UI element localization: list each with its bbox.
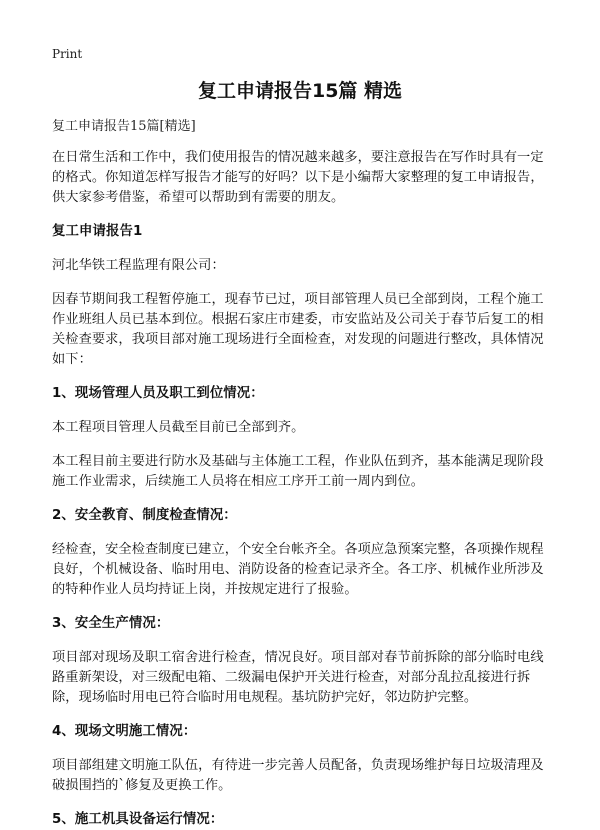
print-label[interactable]: Print (52, 47, 83, 61)
document-title: 复工申请报告15篇 精选 (197, 80, 403, 102)
section-heading-5: 5、施工机具设备运行情况： (52, 812, 224, 827)
section-3-paragraph-1: 项目部对现场及职工宿舍进行检查，情况良好。项目部对春节前拆除的部分临时电线路重新架设，对三级配电箱、二级漏电保护开关进行检查，对部分乱拉乱接进行拆除，现场临时用电已符合临时用电规程。基坑防护完好，邻边防护完整。 (52, 650, 544, 705)
section-1-paragraph-2: 本工程目前主要进行防水及基础与主体施工工程，作业队伍到齐，基本能满足现阶段施工作业需求，后续施工人员将在相应工序开工前一周内到位。 (52, 454, 544, 489)
section-heading-4: 4、现场文明施工情况： (52, 724, 197, 739)
intro-paragraph: 在日常生活和工作中，我们使用报告的情况越来越多，要注意报告在写作时具有一定的格式。你知道怎样写报告才能写的好吗？以下是小编帮大家整理的复工申请报告，供大家参考借鉴，希望可以帮助到有需要的朋友。 (52, 150, 544, 205)
section-1-paragraph-1: 本工程项目管理人员截至目前已全部到齐。 (52, 420, 305, 435)
section-heading-3: 3、安全生产情况： (52, 616, 170, 631)
recipient-line: 河北华铁工程监理有限公司： (52, 258, 225, 273)
section-heading-2: 2、安全教育、制度检查情况： (52, 508, 237, 523)
section-2-paragraph-1: 经检查，安全检查制度已建立，个安全台帐齐全。各项应急预案完整，各项操作规程良好，个机械设备、临时用电、消防设备的检查记录齐全。各工序、机械作业所涉及的特种作业人员均持证上岗，并按规定进行了报验。 (52, 542, 544, 597)
document-subtitle: 复工申请报告15篇[精选] (52, 119, 196, 134)
section-heading-1: 1、现场管理人员及职工到位情况： (52, 386, 264, 401)
document-body (52, 148, 548, 830)
report-heading: 复工申请报告1 (52, 224, 143, 239)
section-4-paragraph-1: 项目部组建文明施工队伍，有待进一步完善人员配备，负责现场维护每日垃圾清理及破损围挡的`修复及更换工作。 (52, 758, 544, 793)
opening-paragraph: 因春节期间我工程暂停施工，现春节已过，项目部管理人员已全部到岗，工程个施工作业班组人员已基本到位。根据石家庄市建委，市安监站及公司关于春节后复工的相关检查要求，我项目部对施工现场进行全面检查，对发现的问题进行整改，具体情况如下： (52, 292, 544, 367)
